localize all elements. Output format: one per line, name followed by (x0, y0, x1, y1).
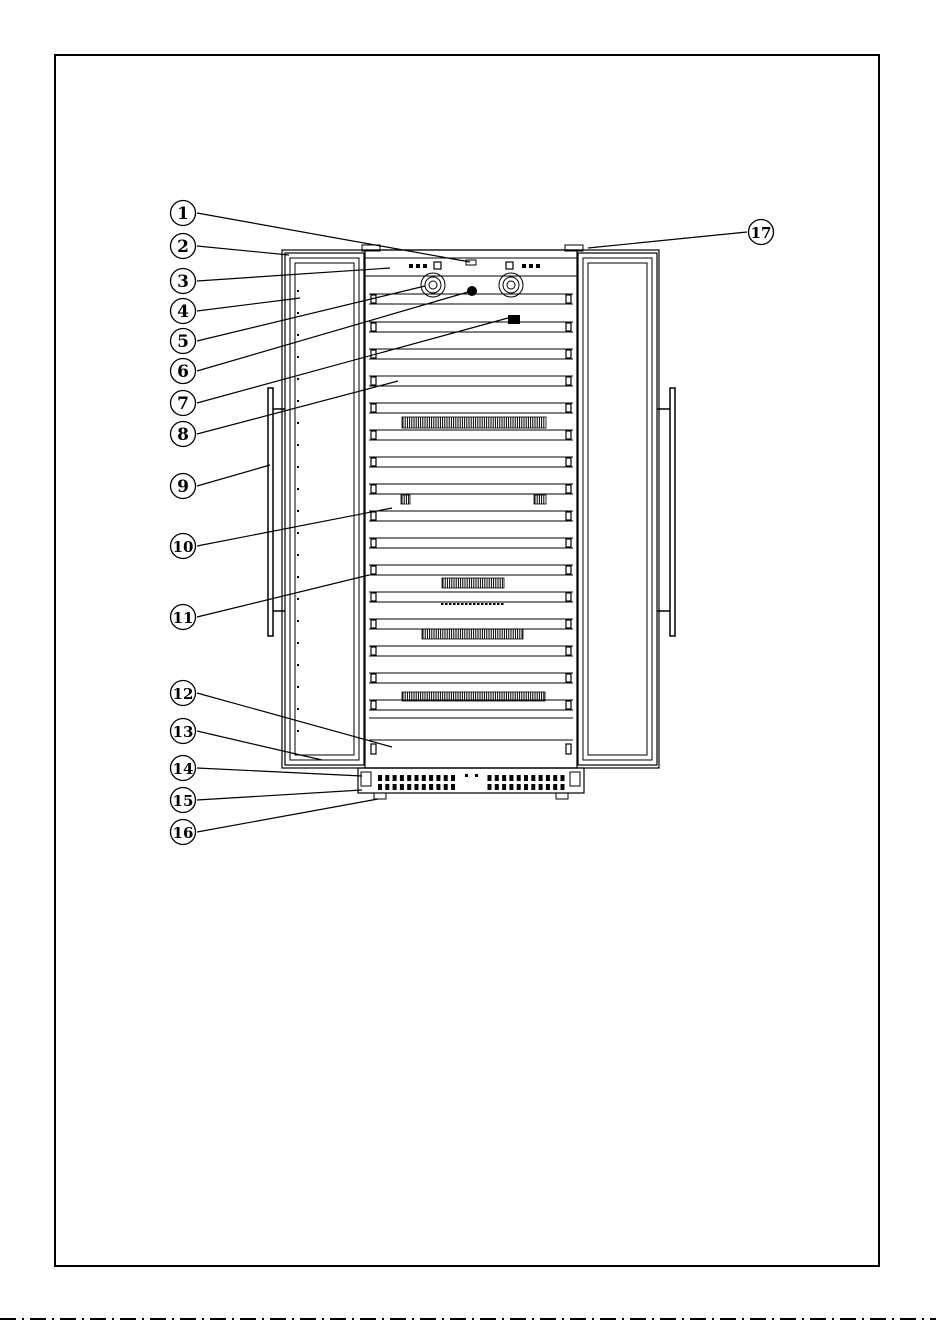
callout-number: 12 (172, 685, 194, 703)
base-slot (385, 784, 389, 790)
gasket-dot (297, 664, 299, 666)
leader-lines (197, 213, 747, 832)
display-left (434, 262, 441, 269)
shelf (369, 457, 573, 467)
gasket-dot (297, 576, 299, 578)
base-slot (561, 784, 565, 790)
gasket-dot (297, 730, 299, 732)
callout-number: 6 (177, 362, 189, 382)
base-slot (400, 784, 404, 790)
base-slot (429, 784, 433, 790)
callout-number: 11 (172, 609, 194, 627)
gasket-dot (297, 422, 299, 424)
base-slot (436, 775, 440, 781)
display-right (506, 262, 513, 269)
base-slot (415, 775, 419, 781)
base-slot (444, 784, 448, 790)
callout-7 (171, 391, 196, 416)
shelf (369, 511, 573, 521)
control-panel (365, 258, 577, 276)
base-slot (422, 775, 426, 781)
shelf (369, 484, 573, 494)
base-slot (444, 775, 448, 781)
callout-number: 14 (172, 760, 194, 778)
vent-grille (442, 578, 504, 588)
vent-grille (422, 629, 523, 639)
gasket-dot (297, 708, 299, 710)
callout-number: 5 (177, 332, 189, 352)
callout-8 (171, 422, 196, 447)
base-slot (400, 775, 404, 781)
control-buttons-right (522, 264, 540, 268)
base-slot (524, 775, 528, 781)
callout-5 (171, 329, 196, 354)
callout-11 (171, 605, 196, 630)
callout-13 (171, 719, 196, 744)
base-slot (517, 775, 521, 781)
vent-grille (402, 417, 546, 428)
base-slot (539, 784, 543, 790)
gasket-dot (297, 444, 299, 446)
base-slot (553, 784, 557, 790)
base-slot (422, 784, 426, 790)
shelf (369, 700, 573, 710)
shelf (369, 565, 573, 575)
interior-light (508, 315, 520, 324)
base-slot (385, 775, 389, 781)
base-slot (488, 784, 492, 790)
callout-number: 16 (172, 824, 194, 842)
shelf (369, 673, 573, 683)
bottom-drawer (369, 718, 573, 754)
base-slot (509, 775, 513, 781)
gasket-dot (297, 356, 299, 358)
base-slot (517, 784, 521, 790)
shelves (369, 294, 573, 754)
base-slot (495, 784, 499, 790)
gasket-dot (297, 686, 299, 688)
gasket-dot (297, 554, 299, 556)
fan-left (421, 273, 445, 297)
door-gasket-dots (297, 290, 299, 732)
callout-number: 3 (177, 272, 189, 292)
base-slot (415, 784, 419, 790)
gasket-dot (297, 642, 299, 644)
shelf (369, 349, 573, 359)
vent-strip (441, 603, 504, 605)
gasket-dot (297, 598, 299, 600)
right-door (578, 253, 657, 765)
callout-number: 13 (172, 723, 194, 741)
page-bottom-dashed-rule (0, 1318, 936, 1320)
base-grille (358, 768, 584, 793)
base-slot (539, 775, 543, 781)
base-slot (378, 775, 382, 781)
vent-grilles (401, 417, 546, 701)
base-slot (407, 775, 411, 781)
base-slot (546, 784, 550, 790)
callout-3 (171, 269, 196, 294)
vent-grille (401, 495, 410, 504)
callout-2 (171, 234, 196, 259)
gasket-dot (297, 400, 299, 402)
base-slot (524, 784, 528, 790)
callout-number: 8 (177, 425, 189, 445)
shelf (369, 376, 573, 386)
callout-6 (171, 359, 196, 384)
gasket-dot (297, 620, 299, 622)
callout-number: 4 (177, 302, 189, 322)
base-slot (429, 775, 433, 781)
gasket-dot (297, 378, 299, 380)
fan-right (499, 273, 523, 297)
callout-10 (171, 534, 196, 559)
base-slot (451, 784, 455, 790)
right-door-handle (657, 388, 675, 636)
base-slot (393, 784, 397, 790)
shelf (369, 619, 573, 629)
left-door (285, 253, 364, 765)
base-slot (502, 775, 506, 781)
callout-number: 10 (172, 538, 194, 556)
control-buttons-left (409, 264, 427, 268)
base-slot (561, 775, 565, 781)
gasket-dot (297, 532, 299, 534)
shelf (369, 538, 573, 548)
gasket-dot (297, 290, 299, 292)
callout-15 (171, 788, 196, 813)
callout-12 (171, 681, 196, 706)
base-slot (495, 775, 499, 781)
shelf (369, 646, 573, 656)
callout-16 (171, 820, 196, 845)
callout-14 (171, 756, 196, 781)
base-slot (451, 775, 455, 781)
shelf (369, 592, 573, 602)
callout-labels (171, 201, 774, 845)
callout-9 (171, 474, 196, 499)
gasket-dot (297, 510, 299, 512)
callout-number: 17 (750, 224, 772, 242)
base-slot (393, 775, 397, 781)
base-slot (407, 784, 411, 790)
shelf (369, 403, 573, 413)
callout-number: 1 (177, 204, 189, 224)
base-slot (436, 784, 440, 790)
callout-number: 7 (177, 394, 189, 414)
foot-left (374, 793, 386, 799)
base-slot (509, 784, 513, 790)
base-slot (531, 775, 535, 781)
base-slot (553, 775, 557, 781)
callout-4 (171, 299, 196, 324)
shelf (369, 322, 573, 332)
callout-number: 9 (177, 477, 189, 497)
gasket-dot (297, 466, 299, 468)
gasket-dot (297, 312, 299, 314)
foot-right (556, 793, 568, 799)
gasket-dot (297, 488, 299, 490)
callout-number: 2 (177, 237, 189, 257)
callout-1 (171, 201, 196, 226)
callout-17 (749, 220, 774, 245)
callout-number: 15 (172, 792, 194, 810)
gasket-dot (297, 334, 299, 336)
base-slot (378, 784, 382, 790)
base-slot (546, 775, 550, 781)
shelf (369, 430, 573, 440)
base-slot (488, 775, 492, 781)
vent-grille (534, 495, 546, 504)
base-slot (531, 784, 535, 790)
base-slot (502, 784, 506, 790)
